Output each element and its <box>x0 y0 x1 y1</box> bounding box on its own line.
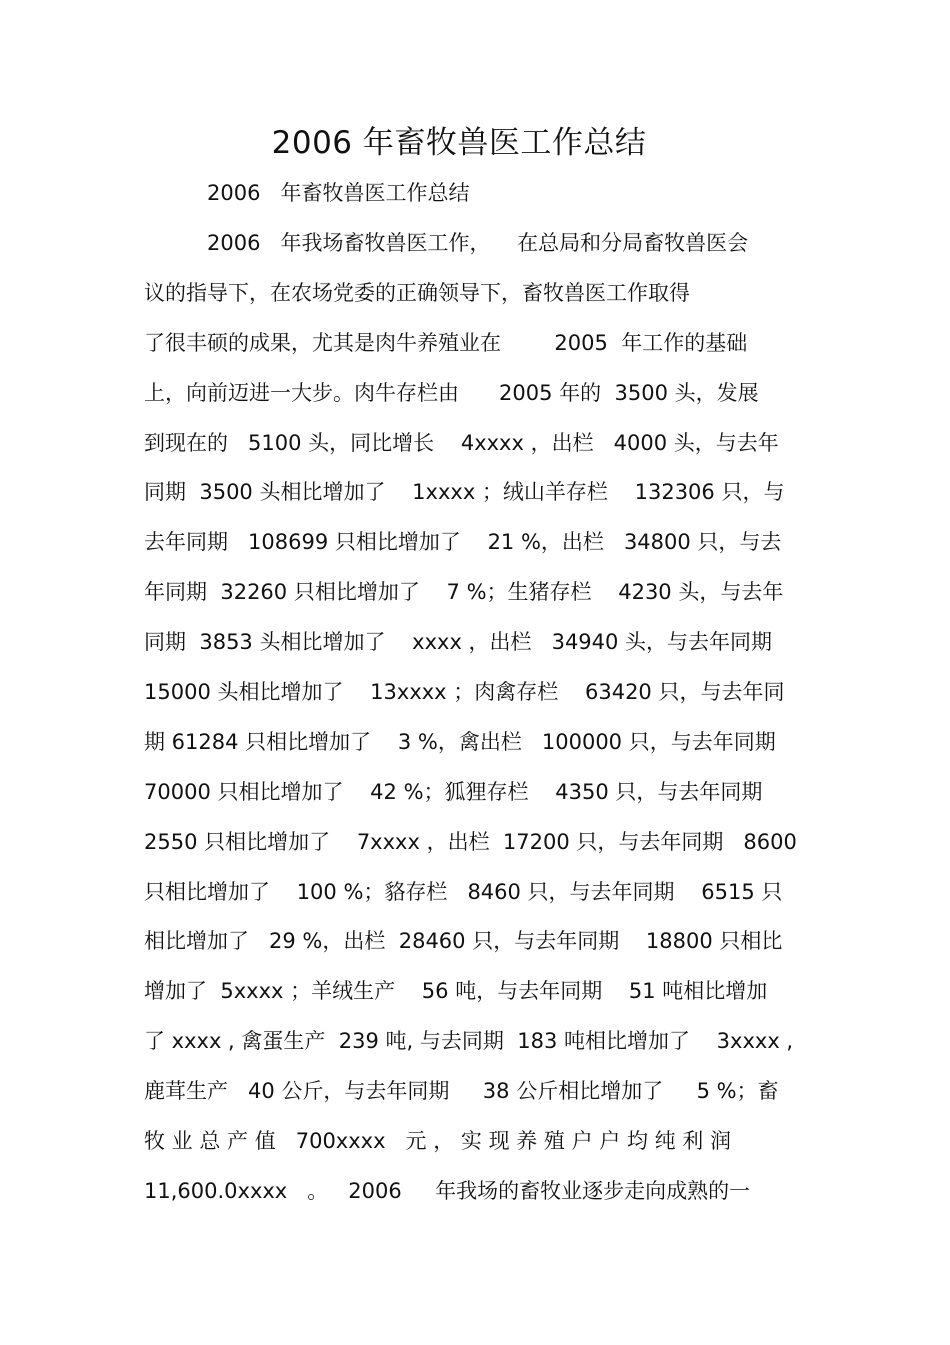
paragraph-line: 了很丰硕的成果，尤其是肉牛养殖业在 2005 年工作的基础 <box>144 330 748 355</box>
paragraph-line: 期 61284 只相比增加了 3 %，禽出栏 100000 只，与去年同期 <box>144 729 776 754</box>
paragraph-line: 2550 只相比增加了 7xxxx ，出栏 17200 只，与去年同期 8600 <box>144 829 797 854</box>
paragraph-line: 2006 年我场畜牧兽医工作， 在总局和分局畜牧兽医会 <box>207 231 749 255</box>
document-subtitle: 2006 年畜牧兽医工作总结 <box>207 181 470 205</box>
paragraph-line: 同期 3853 头相比增加了 xxxx ，出栏 34940 头，与去年同期 <box>144 630 773 655</box>
paragraph-line: 去年同期 108699 只相比增加了 21 %，出栏 34800 只，与去 <box>144 530 782 555</box>
paragraph-line: 到现在的 5100 头，同比增长 4xxxx ，出栏 4000 头，与去年 <box>144 430 779 455</box>
paragraph-line: 鹿茸生产 40 公斤，与去年同期 38 公斤相比增加了 5 %；畜 <box>144 1079 779 1104</box>
paragraph-line: 70000 只相比增加了 42 %；狐狸存栏 4350 只，与去年同期 <box>144 779 763 804</box>
paragraph-line: 11,600.0xxxx 。 2006 年我场的畜牧业逐步走向成熟的一 <box>144 1178 751 1203</box>
paragraph-line: 了 xxxx , 禽蛋生产 239 吨, 与去同期 183 吨相比增加了 3xxxx , <box>144 1029 794 1054</box>
paragraph-line: 上，向前迈进一大步。肉牛存栏由 2005 年的 3500 头，发展 <box>144 380 759 405</box>
paragraph-line: 增加了 5xxxx ；羊绒生产 56 吨，与去年同期 51 吨相比增加 <box>144 979 768 1004</box>
paragraph-line: 相比增加了 29 %，出栏 28460 只，与去年同期 18800 只相比 <box>144 929 783 954</box>
body-text <box>0 225 950 1223</box>
paragraph-line: 年同期 32260 只相比增加了 7 %；生猪存栏 4230 头，与去年 <box>144 580 784 605</box>
document-title: 2006 年畜牧兽医工作总结 <box>271 125 647 161</box>
paragraph-line: 议的指导下，在农场党委的正确领导下，畜牧兽医工作取得 <box>144 280 690 305</box>
paragraph-line: 牧 业 总 产 值 700xxxx 元 ， 实 现 养 殖 户 户 均 纯 利 润 <box>144 1129 731 1154</box>
paragraph-line: 15000 头相比增加了 13xxxx ；肉禽存栏 63420 只，与去年同 <box>144 680 785 705</box>
paragraph-line: 同期 3500 头相比增加了 1xxxx ；绒山羊存栏 132306 只，与 <box>144 480 785 505</box>
paragraph-line: 只相比增加了 100 %；貉存栏 8460 只，与去年同期 6515 只 <box>144 879 783 904</box>
